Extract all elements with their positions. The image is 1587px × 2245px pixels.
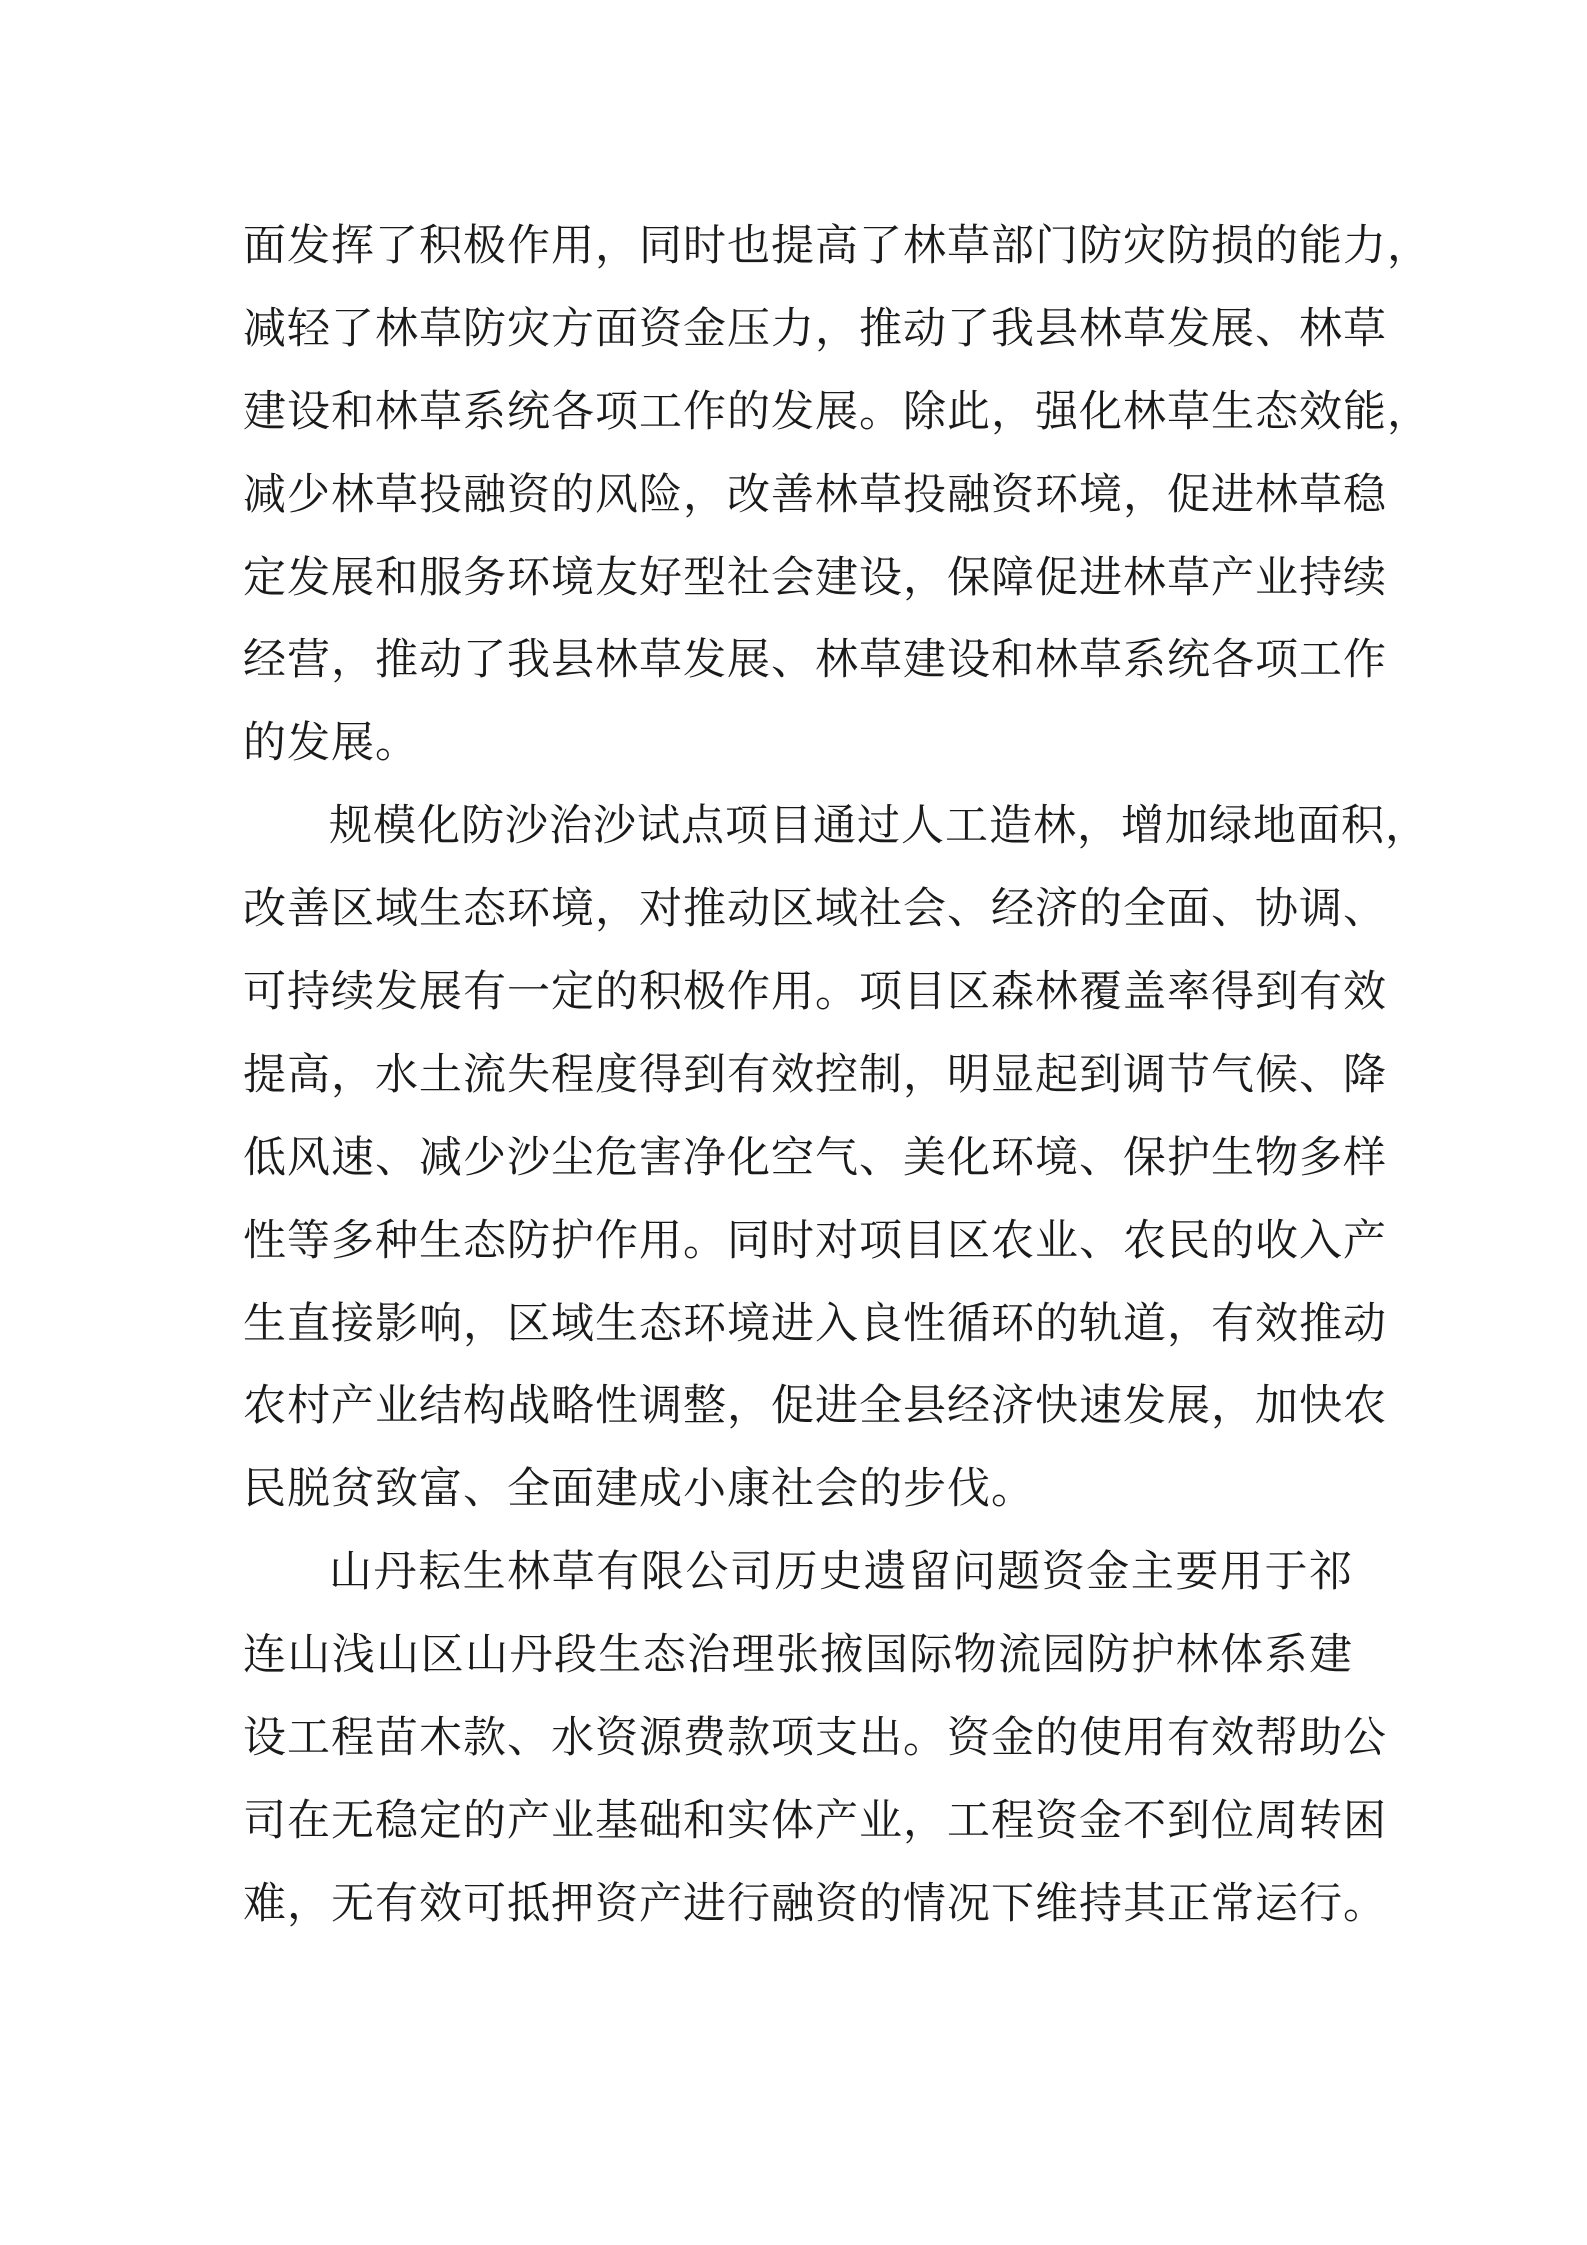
paragraph-line: 改善区域生态环境，对推动区域社会、经济的全面、协调、: [243, 884, 1387, 935]
paragraph-line: 山丹耘生林草有限公司历史遗留问题资金主要用于祁: [329, 1547, 1353, 1598]
paragraph-1: [243, 205, 1431, 785]
paragraph-line: 司在无稳定的产业基础和实体产业，工程资金不到位周转困: [243, 1795, 1387, 1846]
document-body: [243, 205, 1431, 1946]
paragraph-line: 民脱贫致富、全面建成小康社会的步伐。: [243, 1464, 1035, 1515]
paragraph-line: 建设和林草系统各项工作的发展。除此，强化林草生态效能，: [243, 386, 1431, 437]
paragraph-line: 可持续发展有一定的积极作用。项目区森林覆盖率得到有效: [243, 967, 1387, 1018]
paragraph-line: 农村产业结构战略性调整，促进全县经济快速发展，加快农: [243, 1381, 1387, 1432]
paragraph-line: 定发展和服务环境友好型社会建设，保障促进林草产业持续: [243, 552, 1387, 603]
paragraph-line: 设工程苗木款、水资源费款项支出。资金的使用有效帮助公: [243, 1713, 1387, 1764]
paragraph-line: 难，无有效可抵押资产进行融资的情况下维持其正常运行。: [243, 1878, 1387, 1929]
paragraph-line: 连山浅山区山丹段生态治理张掖国际物流园防护林体系建: [243, 1630, 1353, 1681]
paragraph-line: 的发展。: [243, 718, 419, 769]
paragraph-line: 低风速、减少沙尘危害净化空气、美化环境、保护生物多样: [243, 1132, 1387, 1183]
paragraph-line: 提高，水土流失程度得到有效控制，明显起到调节气候、降: [243, 1049, 1387, 1100]
paragraph-2: [243, 785, 1429, 1531]
paragraph-line: 面发挥了积极作用，同时也提高了林草部门防灾防损的能力，: [243, 221, 1431, 271]
paragraph-line: 性等多种生态防护作用。同时对项目区农业、农民的收入产: [243, 1215, 1387, 1266]
paragraph-line: 规模化防沙治沙试点项目通过人工造林，增加绿地面积，: [329, 801, 1429, 852]
paragraph-line: 减轻了林草防灾方面资金压力，推动了我县林草发展、林草: [243, 303, 1387, 354]
paragraph-line: 经营，推动了我县林草发展、林草建设和林草系统各项工作: [243, 635, 1387, 686]
paragraph-line: 减少林草投融资的风险，改善林草投融资环境，促进林草稳: [243, 469, 1387, 520]
paragraph-line: 生直接影响，区域生态环境进入良性循环的轨道，有效推动: [243, 1298, 1387, 1349]
paragraph-3: [243, 1531, 1387, 1945]
